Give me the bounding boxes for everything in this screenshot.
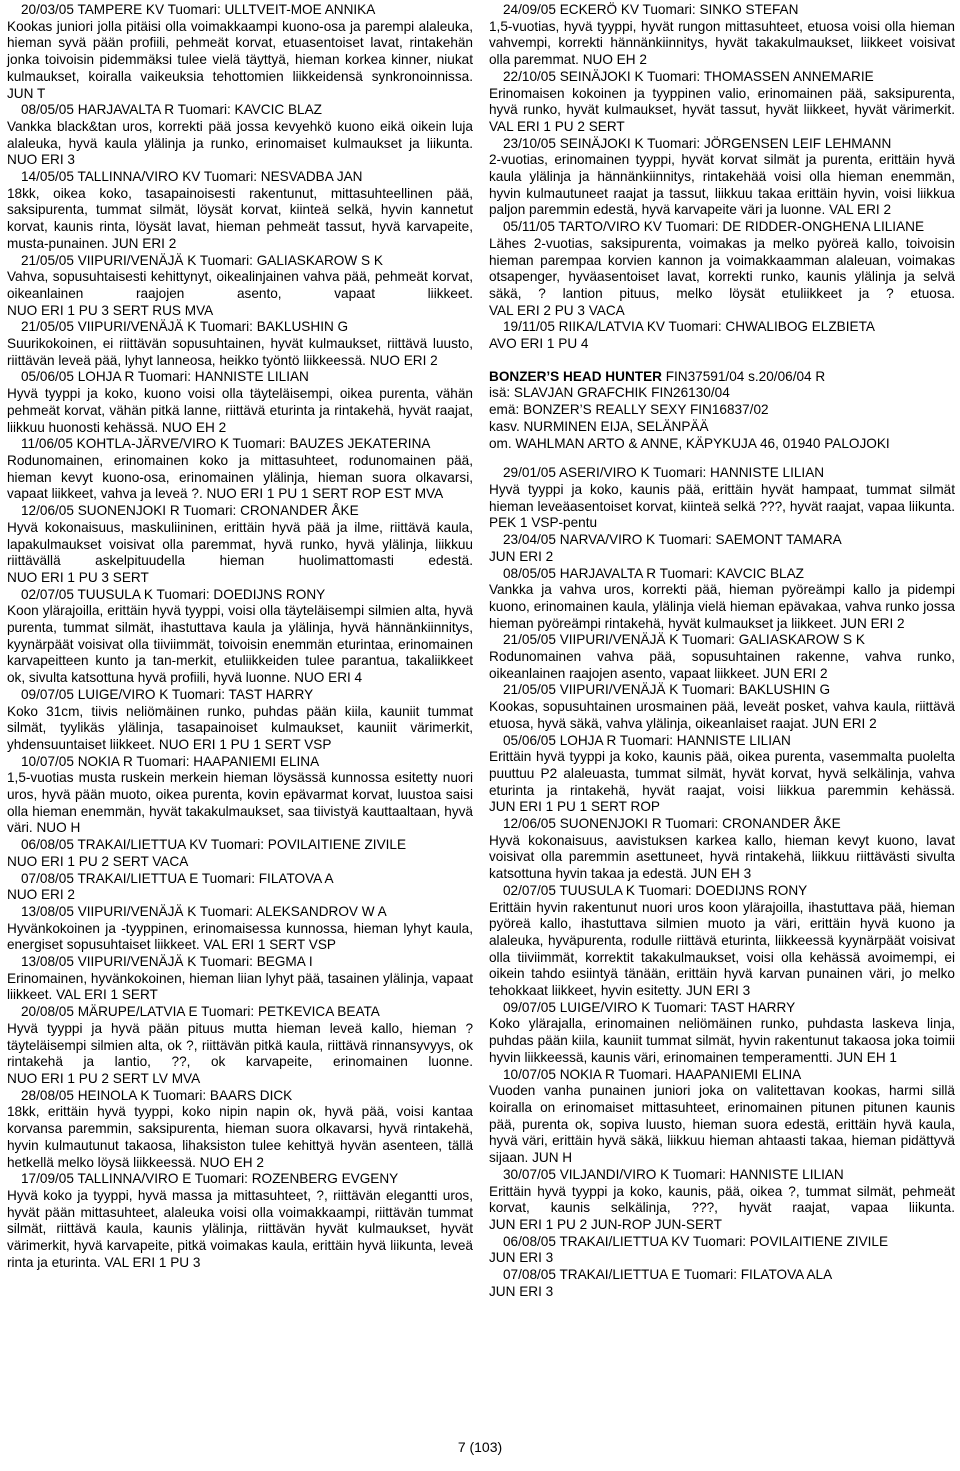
result-text: NUO ERI 1 PU 3 SERT bbox=[7, 569, 149, 585]
show-entry bbox=[7, 904, 473, 954]
critique-text: Koon ylärajoilla, erittäin hyvä tyyppi, voisi olla täyteläisempi silmien alta, hyvä purenta, tummat silmät, ihastuttava kaula ja ylälinja, hyvä hännänkiinnitys, kyynärpäät voisivat olla tiiviimmät, toivoisin enemmän eturintaa, erinomainen karvapeitteen kunto ja tan-merkit, etuliikkeiden tulee parantua, takaliikkeet ok, sivulta katsottuna hyvä profiili, hyvä luonne. bbox=[7, 603, 473, 686]
dog-title-line bbox=[489, 369, 955, 386]
show-header: 12/06/05 SUONENJOKI R Tuomari: CRONANDER ÅKE bbox=[21, 503, 359, 519]
show-header: 13/08/05 VIIPURI/VENÄJÄ K Tuomari: ALEKSANDROV W A bbox=[21, 903, 387, 919]
show-header: 10/07/05 NOKIA R Tuomari: HAAPANIEMI ELINA bbox=[21, 753, 320, 769]
left-column bbox=[7, 2, 473, 1271]
show-header: 10/07/05 NOKIA R Tuomari. HAAPANIEMI ELINA bbox=[503, 1066, 802, 1082]
critique-paragraph bbox=[7, 603, 473, 687]
result-text: NUO ERI 4 bbox=[294, 670, 363, 686]
show-header: 21/05/05 VIIPURI/VENÄJÄ K Tuomari: GALIASKAROW S K bbox=[503, 632, 865, 648]
right-results-first-dog bbox=[489, 2, 955, 353]
show-header: 09/07/05 LUIGE/VIRO K Tuomari: TAST HARRY bbox=[21, 686, 314, 702]
show-entry bbox=[7, 169, 473, 253]
result-text: JUN EH 1 bbox=[836, 1049, 897, 1065]
show-entry bbox=[7, 754, 473, 838]
critique-text: 1,5-vuotias, hyvä tyyppi, hyvät rungon mittasuhteet, etuosa voisi olla hieman vahvempi, korrekti hännänkiinnitys, hyvät takakulmaukset, liikkeet voisivat olla paremmat. bbox=[489, 18, 955, 68]
show-header: 24/09/05 ECKERÖ KV Tuomari: SINKO STEFAN bbox=[503, 2, 799, 17]
critique-text: Erittäin hyvä tyyppi ja koko, kaunis pää, oikea purenta, vasemmalta puolelta puuttuu P2 alaleuasta, tummat silmät, hyvät korvat, hyvä selkälinja, vahva eturinta ja rintakehä, hyvät raajat, voisi liikkua paremmin kehässä. bbox=[489, 749, 955, 798]
result-text: NUO ERI 2 bbox=[369, 352, 438, 368]
critique-paragraph bbox=[489, 1083, 955, 1167]
critique-text: Vankka black&tan uros, korrekti pää jossa kevyehkö kuono eikä oikein luja alaleuka, hyvä kaula ylälinja ja runko, erinomaiset kulmaukset ja liikunta. bbox=[7, 118, 473, 151]
critique-paragraph bbox=[7, 19, 473, 103]
right-column bbox=[489, 2, 955, 1300]
show-header: 06/08/05 TRAKAI/LIETTUA KV Tuomari: POVILAITIENE ZIVILE bbox=[503, 1233, 889, 1249]
critique-text: Vahva, sopusuhtaisesti kehittynyt, oikealinjainen vahva pää, pehmeät korvat, oikeanlainen raajojen asento, vapaat liikkeet. bbox=[7, 269, 473, 301]
critique-paragraph bbox=[7, 269, 473, 319]
result-text: NUO EH 2 bbox=[161, 419, 227, 435]
show-header: 19/11/05 RIIKA/LATVIA KV Tuomari: CHWALIBOG ELZBIETA bbox=[503, 319, 875, 335]
critique-text: Hyvä kokonaisuus, maskuliininen, erittäin hyvä pää ja ilme, riittävä kaula, lapakulmaukset voisivat olla paremmat, hyvä runko, hyvä ylälinja, liikkuu riittävällä askelpituudella hieman huolimattomasti edestä. bbox=[7, 519, 473, 569]
result-text: NUO ERI 1 PU 1 SERT VSP bbox=[158, 736, 332, 752]
critique-paragraph bbox=[7, 1104, 473, 1171]
show-header: 13/08/05 VIIPURI/VENÄJÄ K Tuomari: BEGMA I bbox=[21, 954, 313, 970]
result-text: NUO ERI 3 bbox=[7, 152, 75, 168]
show-header: 23/10/05 SEINÄJOKI K Tuomari: JÖRGENSEN LEIF LEHMANN bbox=[503, 135, 892, 151]
result-text: PEK 1 VSP-pentu bbox=[489, 515, 598, 531]
result-text: NUO ERI 1 PU 2 SERT LV MVA bbox=[7, 1071, 201, 1086]
result-text: VAL ERI 1 PU 2 SERT bbox=[489, 118, 625, 134]
show-entry bbox=[489, 465, 955, 532]
critique-text: Koko ylärajalla, erinomainen neliömäinen runko, puhdasta laskeva linja, puhdas pään kiila, kauniit tummat silmät, hyvin rakentunut takaosa joka toimii hyvin liikkeessä, kaunis väri, erinomainen temperamentti. bbox=[489, 1016, 955, 1065]
show-entry bbox=[489, 1234, 955, 1267]
show-entry bbox=[489, 566, 955, 633]
result-text: NUO ERI 2 bbox=[7, 887, 75, 903]
critique-text: 18kk, oikea koko, tasapainoisesti rakentunut, mittasuhteellinen pää, saksipurenta, tummat silmät, löysät korvat, kiinteä selkä, hyvin kannetut korvat, kaunis rinta, löysät lavat, hieman pehmeät tassut, hyvä karvapeite, musta-punainen. bbox=[7, 185, 473, 251]
critique-paragraph bbox=[489, 1250, 955, 1267]
result-text: JUN ERI 2 bbox=[489, 548, 554, 564]
show-entry bbox=[7, 954, 473, 1004]
show-header: 02/07/05 TUUSULA K Tuomari: DOEDIJNS RONY bbox=[21, 586, 326, 602]
critique-paragraph bbox=[489, 19, 955, 69]
show-entry bbox=[489, 682, 955, 732]
critique-paragraph bbox=[7, 453, 473, 503]
show-entry bbox=[489, 816, 955, 883]
show-entry bbox=[7, 587, 473, 687]
result-text: JUN ERI 2 bbox=[840, 615, 905, 631]
critique-text: Hyvä tyyppi ja hyvä pään pituus mutta hieman leveä kallo, hieman ? täyteläisempi silmien alta, ok ?, riittävän pitkä kaula, riittävä rinnansyvyys, ok rintakehä ja lantio, ??, ok karvapeite, erinomainen luonne. bbox=[7, 1020, 473, 1070]
critique-paragraph bbox=[7, 921, 473, 954]
show-entry bbox=[7, 503, 473, 587]
critique-paragraph bbox=[7, 770, 473, 837]
critique-paragraph bbox=[489, 649, 955, 682]
critique-paragraph bbox=[7, 971, 473, 1004]
critique-paragraph bbox=[489, 833, 955, 883]
critique-paragraph bbox=[7, 336, 473, 369]
critique-text: Hyvänkokoinen ja -tyyppinen, erinomaisessa kunnossa, hieman lyhyt kaula, energiset sopusuhtaiset liikkeet. bbox=[7, 920, 473, 953]
critique-paragraph bbox=[489, 86, 955, 136]
show-entry bbox=[7, 1171, 473, 1271]
critique-text: Erittäin hyvin rakentunut nuori uros koon ylärajoilla, ihastuttava pää, hieman pyöreä kallo, ihastuttava silmien muoto ja väri, erittäin hyvä kuono ja alaleuka, hyväpurenta, rodulle riittävä eturinta, liikkeessä kyynärpäät voisivat olla tiiviimmät, korrektit takakulmaukset, voisi olla kehässä avoimempi, ei oikein tahdo esiintyä tänään, erittäin hyvä karvan punainen väri, jo melko tehokkaat liikkeet, hyvin esitetty. bbox=[489, 899, 955, 999]
show-entry bbox=[489, 1000, 955, 1067]
dog-registration: FIN37591/04 s.20/06/04 R bbox=[661, 368, 826, 384]
show-header: 07/08/05 TRAKAI/LIETTUA E Tuomari: FILATOVA A bbox=[21, 870, 334, 886]
show-header: 05/06/05 LOHJA R Tuomari: HANNISTE LILIAN bbox=[21, 369, 309, 385]
show-entry bbox=[489, 2, 955, 69]
result-text: NUO ERI 1 PU 2 SERT VACA bbox=[7, 853, 189, 869]
show-entry bbox=[489, 69, 955, 136]
show-entry bbox=[489, 1267, 955, 1300]
critique-paragraph bbox=[489, 1016, 955, 1066]
critique-text: Kookas, sopusuhtainen urosmainen pää, leveät posket, vahva kaula, riittävä etuosa, hyvä säkä, vahva ylälinja, oikeanlaiset raajat. bbox=[489, 699, 955, 731]
show-header: 05/06/05 LOHJA R Tuomari: HANNISTE LILIAN bbox=[503, 732, 791, 748]
result-text: JUN EH 3 bbox=[690, 866, 752, 882]
result-text: JUN ERI 1 PU 2 JUN-ROP JUN-SERT bbox=[489, 1216, 722, 1232]
critique-text: Hyvä tyyppi ja koko, kaunis pää, erittäin hyvät hampaat, tummat silmät hieman leveäasentoiset korvat, kiinteä selkä ???, hyvät raajat, vapaa liikunta. bbox=[489, 481, 955, 514]
critique-paragraph bbox=[489, 336, 955, 353]
result-text: VAL ERI 2 bbox=[829, 202, 892, 218]
result-text: NUO EH 2 bbox=[199, 1154, 264, 1170]
show-entry bbox=[489, 319, 955, 352]
show-entry bbox=[7, 369, 473, 436]
critique-paragraph bbox=[489, 749, 955, 816]
show-header: 05/11/05 TARTO/VIRO KV Tuomari: DE RIDDER-ONGHENA LILIANE bbox=[503, 219, 925, 235]
show-entry bbox=[7, 871, 473, 904]
result-text: JUN ERI 3 bbox=[489, 1250, 554, 1266]
show-entry bbox=[7, 2, 473, 102]
dog-name: BONZER’S HEAD HUNTER bbox=[489, 368, 662, 384]
critique-paragraph bbox=[7, 119, 473, 169]
show-entry bbox=[489, 1067, 955, 1167]
critique-text: Lähes 2-vuotias, saksipurenta, voimakas ja melko pyöreä kallo, toivoisin hieman parempaa korvien kannon ja voimakkaamman alaleuan, voimakas otsapenger, hyväasentoiset lavat, korrekti runko, kaunis ylälinja ja selvä säkä, ? lantion pituus, melko löysät etuliikkeet ja ? etuosa. bbox=[489, 235, 955, 301]
critique-paragraph bbox=[489, 1284, 955, 1301]
show-header: 02/07/05 TUUSULA K Tuomari: DOEDIJNS RONY bbox=[503, 882, 808, 898]
dog-breeder: kasv. NURMINEN EIJA, SELÄNPÄÄ bbox=[489, 418, 709, 434]
critique-text: Vuoden vanha punainen juniori joka on valitettavan kookas, harmi sillä koiralla on erinomaiset mittasuhteet, erinomainen pitunen pitunen kaunis pää, purenta ok, sopiva luusto, hieman suora edestä, erittäin hyvä kaula, hyvä väri, erittäin hyvä säkä, liikkuu hieman ahtaasti takaa, hieman pidättyvä sijaan. bbox=[489, 1083, 955, 1166]
show-entry bbox=[489, 733, 955, 817]
critique-text: 1,5-vuotias musta ruskein merkein hieman löysässä kunnossa esitetty nuori uros, hyvä pään muoto, oikea purenta, kovin epävarmat korvat, luustoa saisi olla hieman enemmän, hyvät takakulmaukset, saa tiivistyä kauttaaltaan, hyvä väri. bbox=[7, 770, 473, 836]
show-entry bbox=[489, 219, 955, 319]
page-number: 7 (103) bbox=[457, 1439, 503, 1455]
result-text: NUO ERI 1 PU 3 SERT RUS MVA bbox=[7, 302, 214, 318]
show-entry bbox=[7, 1088, 473, 1172]
critique-paragraph bbox=[7, 704, 473, 754]
show-entry bbox=[7, 687, 473, 754]
show-entry bbox=[7, 837, 473, 870]
critique-text: Vankka ja vahva uros, korrekti pää, hieman pyöreämpi kallo ja pidempi kuono, erinomainen kaula, ylälinja vielä hieman epävakaa, vahva runko jossa hieman pyöreämpi rintakehä, hyvät kulmaukset ja liikkeet. bbox=[489, 582, 955, 631]
show-header: 21/05/05 VIIPURI/VENÄJÄ K Tuomari: BAKLUSHIN G bbox=[21, 319, 349, 335]
show-header: 06/08/05 TRAKAI/LIETTUA KV Tuomari: POVILAITIENE ZIVILE bbox=[21, 837, 407, 853]
right-results-second-dog bbox=[489, 465, 955, 1300]
critique-paragraph bbox=[489, 1184, 955, 1234]
critique-paragraph bbox=[489, 482, 955, 532]
result-text: JUN T bbox=[7, 85, 46, 101]
show-header: 07/08/05 TRAKAI/LIETTUA E Tuomari: FILATOVA ALA bbox=[503, 1267, 833, 1283]
critique-paragraph bbox=[7, 1188, 473, 1272]
critique-text: Suurikokoinen, ei riittävän sopusuhtainen, hyvät kulmaukset, riittävä luusto, riittävän leveä pää, lyhyt lanneosa, heikko työntö liikkeessä. bbox=[7, 336, 473, 368]
critique-text: Erinomainen, hyvänkokoinen, hieman liian lyhyt pää, tasainen ylälinja, vapaat liikkeet. bbox=[7, 970, 473, 1003]
show-header: 29/01/05 ASERI/VIRO K Tuomari: HANNISTE LILIAN bbox=[503, 465, 825, 481]
critique-paragraph bbox=[489, 699, 955, 732]
result-text: JUN ERI 3 bbox=[489, 1283, 554, 1299]
show-entry bbox=[489, 883, 955, 1000]
result-text: VAL ERI 1 PU 3 bbox=[104, 1254, 201, 1270]
show-entry bbox=[7, 253, 473, 320]
critique-text: 18kk, erittäin hyvä tyyppi, koko nipin napin ok, hyvä pää, voisi kantaa korvansa paremmin, saksipurenta, hieman suora olkavarsi, hyvä rintakehä, hyvin kulmautunut takaosa, lihaksiston tulee kehittyä hyvän asenteen, tällä hetkellä melko löysä liikkeessä. bbox=[7, 1104, 473, 1170]
result-text: VAL ERI 1 SERT bbox=[56, 987, 158, 1003]
critique-paragraph bbox=[489, 236, 955, 320]
critique-paragraph bbox=[7, 520, 473, 587]
critique-text: Rodunomainen, erinomainen koko ja mittasuhteet, rodunomainen pää, hieman kevyt kuono-osa, erinomainen ylälinja, hieman suora olkavarsi, vapaat liikkeet, vahva ja leveä ?. bbox=[7, 452, 473, 502]
critique-text: Rodunomainen vahva pää, sopusuhtainen rakenne, vahva runko, oikeanlainen raajojen asento, vapaat liikkeet. bbox=[489, 649, 955, 681]
show-header: 20/08/05 MÄRUPE/LATVIA E Tuomari: PETKEVICA BEATA bbox=[21, 1004, 380, 1020]
show-header: 17/09/05 TALLINNA/VIRO E Tuomari: ROZENBERG EVGENY bbox=[21, 1171, 399, 1187]
show-header: 20/03/05 TAMPERE KV Tuomari: ULLTVEIT-MOE ANNIKA bbox=[21, 2, 376, 17]
result-text: JUN ERI 2 bbox=[763, 665, 828, 681]
critique-paragraph bbox=[489, 549, 955, 566]
critique-text: Kookas juniori jolla pitäisi olla voimakkaampi kuono-osa ja parempi alaleuka, hieman syvä pään profiili, pehmeät korvat, etuasentoiset lavat, rintakehän jonka toivoisin pidemmäksi tulee vielä täyttyä, hieman korkea kinner, niukat kulmaukset, koiralla vaikeuksia tehottomien liikkeidensä synkronoinnissa. bbox=[7, 18, 473, 84]
result-text: JUN ERI 2 bbox=[112, 235, 177, 251]
critique-text: Erinomaisen kokoinen ja tyyppinen valio, erinomainen pää, saksipurenta, hyvä runko, hyvät kulmaukset, hyvät tassut, hyvät liikkeet, hyvät värimerkit. bbox=[489, 85, 955, 118]
show-entry bbox=[489, 632, 955, 682]
critique-text: Koko 31cm, tiivis neliömäinen runko, puhdas pään kiila, kauniit tummat silmät, tyylikäs ylälinja, tasapainoiset kulmaukset, kauniit värimerkit, yhdensuuntaiset liikkeet. bbox=[7, 703, 473, 752]
show-entry bbox=[7, 1004, 473, 1088]
show-header: 08/05/05 HARJAVALTA R Tuomari: KAVCIC BLAZ bbox=[503, 565, 804, 581]
show-entry bbox=[489, 1167, 955, 1234]
show-entry bbox=[7, 319, 473, 369]
result-text: VAL ERI 2 PU 3 VACA bbox=[489, 302, 625, 318]
dog-dam: emä: BONZER’S REALLY SEXY FIN16837/02 bbox=[489, 402, 769, 418]
critique-text: Hyvä kokonaisuus, aavistuksen karkea kallo, hieman kevyt kuono, lavat voisivat olla paremmin asettuneet, hyvä rintakehä, liikkuu riittävästi sivulta katsottuna hyvin takaa ja edestä. bbox=[489, 832, 955, 882]
show-entry bbox=[7, 102, 473, 169]
show-header: 08/05/05 HARJAVALTA R Tuomari: KAVCIC BLAZ bbox=[21, 102, 322, 118]
show-header: 23/04/05 NARVA/VIRO K Tuomari: SAEMONT TAMARA bbox=[503, 532, 842, 548]
critique-text: Erittäin hyvä tyyppi ja koko, kaunis, pää, oikea ?, tummat silmät, pehmeät korvat, kaunis selkälinja, ???, hyvät raajat, vapaa liikunta. bbox=[489, 1183, 955, 1216]
show-header: 09/07/05 LUIGE/VIRO K Tuomari: TAST HARRY bbox=[503, 999, 796, 1015]
result-text: NUO ERI 1 PU 1 SERT ROP EST MVA bbox=[206, 486, 444, 502]
critique-paragraph bbox=[489, 152, 955, 219]
show-header: 21/05/05 VIIPURI/VENÄJÄ K Tuomari: GALIASKAROW S K bbox=[21, 252, 383, 268]
dog-info-block bbox=[489, 369, 955, 453]
dog-owner: om. WAHLMAN ARTO & ANNE, KÄPYKUJA 46, 01940 PALOJOKI bbox=[489, 435, 890, 451]
result-text: JUN ERI 1 PU 1 SERT ROP bbox=[489, 799, 660, 815]
dog-sire: isä: SLAVJAN GRAFCHIK FIN26130/04 bbox=[489, 385, 730, 401]
show-header: 22/10/05 SEINÄJOKI K Tuomari: THOMASSEN ANNEMARIE bbox=[503, 68, 874, 84]
critique-paragraph bbox=[489, 900, 955, 1000]
result-text: VAL ERI 1 SERT VSP bbox=[203, 937, 336, 953]
critique-text: 2-vuotias, erinomainen tyyppi, hyvät korvat silmät ja purenta, erittäin hyvä kaula ylälinja ja hännänkiinnitys, rintakehää voisi olla hieman enemmän, hyvin kulmautuneet raajat ja tassut, liikkuu takaa erittäin hyvin, voisi liikkua paljon paremmin edestä, hyvä karvapeite väri ja luonne. bbox=[489, 152, 955, 218]
result-text: JUN H bbox=[532, 1150, 573, 1166]
result-text: NUO H bbox=[36, 820, 81, 836]
show-header: 21/05/05 VIIPURI/VENÄJÄ K Tuomari: BAKLUSHIN G bbox=[503, 682, 831, 698]
result-text: JUN ERI 2 bbox=[812, 715, 877, 731]
result-text: AVO ERI 1 PU 4 bbox=[489, 336, 589, 352]
show-header: 12/06/05 SUONENJOKI R Tuomari: CRONANDER ÅKE bbox=[503, 816, 841, 832]
critique-text: Hyvä koko ja tyyppi, hyvä massa ja mittasuhteet, ?, riittävän elegantti uros, hyvät pään mittasuhteet, alaleuka voisi olla voimakkaampi, riittävän tummat silmät, riittävä kaula, kaunis ylälinja, riittävän hyvät kulmaukset, hyvät värimerkit, hyvä karvapeite, pitkä voimakas kaula, erittäin hyvä liikunta, leveä rinta ja eturinta. bbox=[7, 1187, 473, 1270]
show-entry bbox=[489, 136, 955, 220]
show-header: 14/05/05 TALLINNA/VIRO KV Tuomari: NESVADBA JAN bbox=[21, 169, 363, 185]
critique-paragraph bbox=[7, 386, 473, 436]
show-entry bbox=[7, 436, 473, 503]
result-text: NUO EH 2 bbox=[582, 52, 647, 68]
show-header: 28/08/05 HEINOLA K Tuomari: BAARS DICK bbox=[21, 1087, 293, 1103]
show-header: 11/06/05 KOHTLA-JÄRVE/VIRO K Tuomari: BAUZES JEKATERINA bbox=[21, 436, 431, 452]
critique-paragraph bbox=[7, 887, 473, 904]
critique-paragraph bbox=[7, 854, 473, 871]
critique-paragraph bbox=[7, 1021, 473, 1088]
result-text: JUN ERI 3 bbox=[685, 983, 751, 999]
critique-paragraph bbox=[7, 186, 473, 253]
critique-text: Hyvä tyyppi ja koko, kuono voisi olla täyteläisempi, oikea purenta, vähän pehmeät korvat, vähän pitkä lanne, riittävä eturinta ja rintakehä, hyvät raajat, liikkuu huonosti kehässä. bbox=[7, 386, 473, 435]
show-entry bbox=[489, 532, 955, 565]
show-header: 30/07/05 VILJANDI/VIRO K Tuomari: HANNISTE LILIAN bbox=[503, 1166, 844, 1182]
critique-paragraph bbox=[489, 582, 955, 632]
